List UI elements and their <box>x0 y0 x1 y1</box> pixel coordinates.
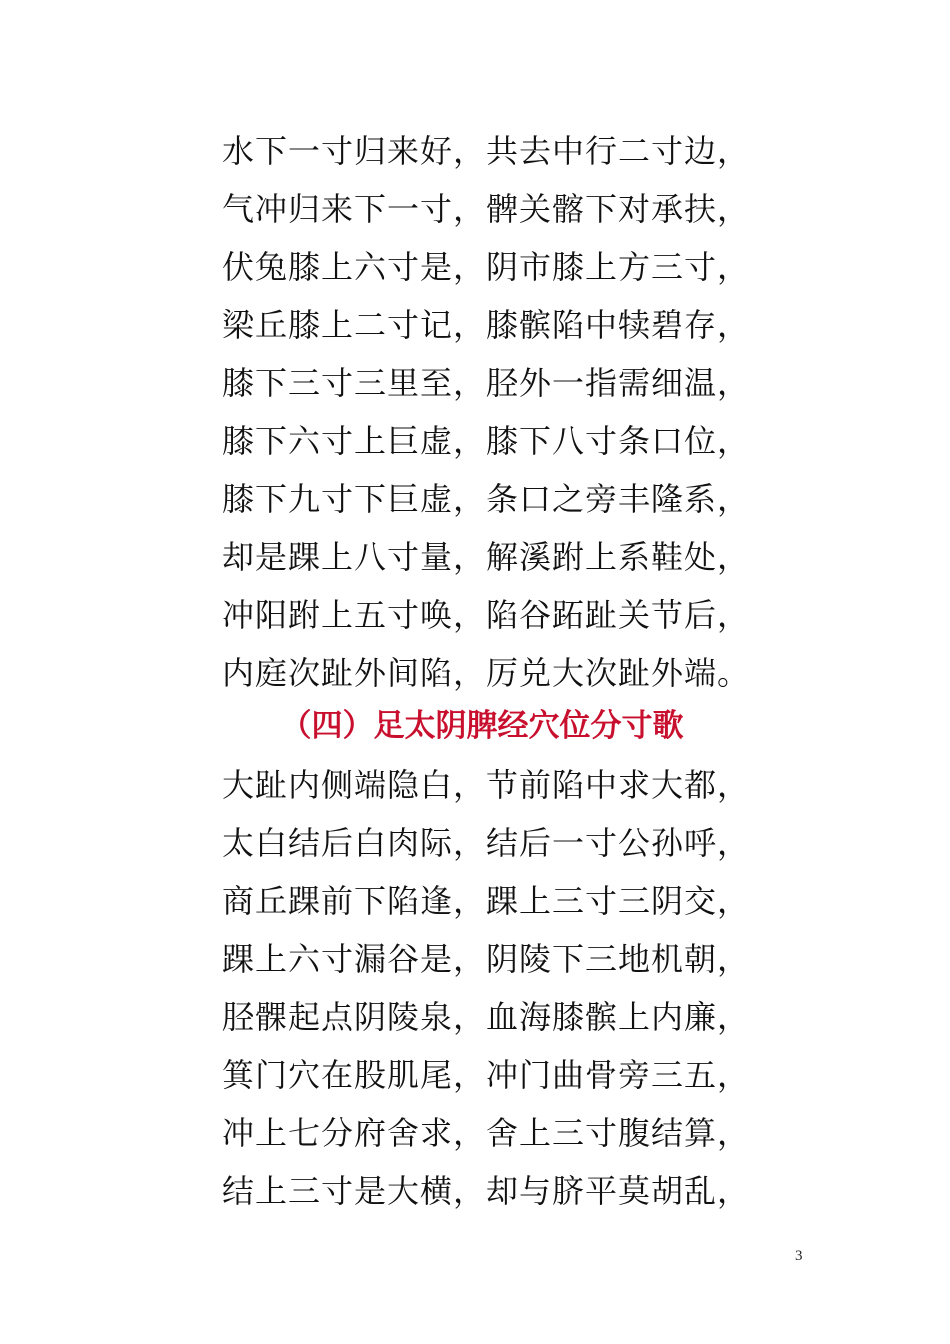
page-number: 3 <box>795 1248 803 1264</box>
verse-line: 太白结后白肉际，结后一寸公孙呼， <box>222 824 751 862</box>
verse-block-stomach-meridian <box>222 122 822 702</box>
verse-line: 结上三寸是大横，却与脐平莫胡乱， <box>222 1172 751 1210</box>
verse-line: 内庭次趾外间陷，厉兑大次趾外端。 <box>222 654 751 692</box>
verse-line: 却是踝上八寸量，解溪跗上系鞋处， <box>222 538 751 576</box>
verse-line: 商丘踝前下陷逢，踝上三寸三阴交， <box>222 882 751 920</box>
verse-line: 冲阳跗上五寸唤，陷谷跖趾关节后， <box>222 596 751 634</box>
verse-line: 踝上六寸漏谷是，阴陵下三地机朝， <box>222 940 751 978</box>
verse-line: 膝下九寸下巨虚，条口之旁丰隆系， <box>222 480 751 518</box>
verse-line: 水下一寸归来好，共去中行二寸边， <box>222 132 751 170</box>
section-heading: （四）足太阴脾经穴位分寸歌 <box>280 708 684 744</box>
verse-line: 大趾内侧端隐白，节前陷中求大都， <box>222 766 751 804</box>
verse-line: 胫髁起点阴陵泉，血海膝髌上内廉， <box>222 998 751 1036</box>
verse-block-spleen-meridian <box>222 756 822 1220</box>
verse-line: 梁丘膝上二寸记，膝髌陷中犊碧存， <box>222 306 751 344</box>
verse-line: 气冲归来下一寸，髀关髂下对承扶， <box>222 190 751 228</box>
verse-line: 膝下三寸三里至，胫外一指需细温， <box>222 364 751 402</box>
verse-line: 冲上七分府舍求，舍上三寸腹结算， <box>222 1114 751 1152</box>
verse-line: 箕门穴在股肌尾，冲门曲骨旁三五， <box>222 1056 751 1094</box>
verse-line: 膝下六寸上巨虚，膝下八寸条口位， <box>222 422 751 460</box>
verse-line: 伏兔膝上六寸是，阴市膝上方三寸， <box>222 248 751 286</box>
